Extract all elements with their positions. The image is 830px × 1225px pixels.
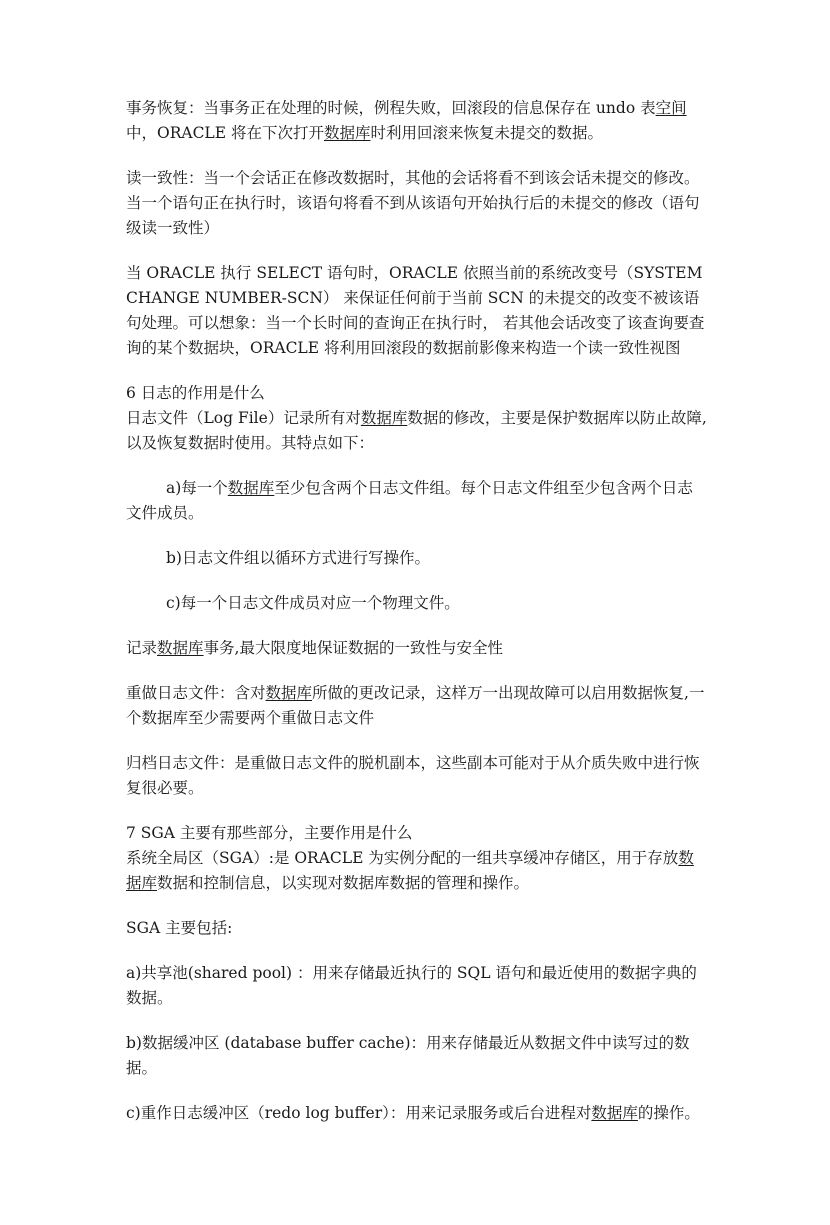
- link-database[interactable]: 数据库: [126, 849, 694, 892]
- list-item-a: a)每一个数据库至少包含两个日志文件组。每个日志文件组至少包含两个日志文件成员。: [126, 479, 693, 522]
- link-database[interactable]: 数据库: [360, 409, 408, 427]
- heading-6: 6 日志的作用是什么: [126, 384, 265, 402]
- paragraph-read-consistency: 读一致性：当一个会话正在修改数据时，其他的会话将看不到该会话未提交的修改。 当一个语句正在执行时，该语句将看不到从该语句开始执行后的未提交的修改（语句级读一致性）: [126, 169, 700, 237]
- document-body: [126, 96, 708, 1146]
- paragraph-transaction-recovery: 事务恢复：当事务正在处理的时候，例程失败，回滚段的信息保存在 undo 表空间中，ORACLE 将在下次打开数据库时利用回滚来恢复未提交的数据。: [126, 99, 687, 142]
- paragraph-sga-includes: SGA 主要包括:: [126, 919, 233, 937]
- link-database[interactable]: 数据库: [157, 639, 204, 657]
- list-item-b: b)日志文件组以循环方式进行写操作。: [166, 549, 430, 567]
- paragraph-redo-buffer: c)重作日志缓冲区（redo log buffer）：用来记录服务或后台进程对数据库的操作。: [126, 1104, 700, 1122]
- paragraph-log-file: 日志文件（Log File）记录所有对数据库数据的修改，主要是保护数据库以防止故障,以及恢复数据时使用。其特点如下：: [126, 409, 707, 452]
- heading-7: 7 SGA 主要有那些部分，主要作用是什么: [126, 824, 413, 842]
- link-database[interactable]: 数据库: [265, 684, 313, 702]
- link-database[interactable]: 数据库: [591, 1104, 638, 1122]
- link-space[interactable]: 空间: [655, 99, 687, 117]
- paragraph-buffer-cache: b)数据缓冲区 (database buffer cache)：用来存储最近从数据文件中读写过的数据。: [126, 1034, 690, 1077]
- paragraph-redo-log: 重做日志文件：含对数据库所做的更改记录，这样万一出现故障可以启用数据恢复,一个数据库至少需要两个重做日志文件: [126, 684, 705, 727]
- paragraph-shared-pool: a)共享池(shared pool) ：用来存储最近执行的 SQL 语句和最近使用的数据字典的数据。: [126, 964, 697, 1007]
- list-item-c: c)每一个日志文件成员对应一个物理文件。: [166, 594, 460, 612]
- link-database[interactable]: 数据库: [323, 124, 371, 142]
- paragraph-sga: 系统全局区（SGA）:是 ORACLE 为实例分配的一组共享缓冲存储区，用于存放数据库数据和控制信息，以实现对数据库数据的管理和操作。: [126, 849, 694, 892]
- paragraph-archive-log: 归档日志文件：是重做日志文件的脱机副本，这些副本可能对于从介质失败中进行恢复很必要。: [126, 754, 700, 797]
- paragraph-record-transactions: 记录数据库事务,最大限度地保证数据的一致性与安全性: [126, 639, 503, 657]
- paragraph-select-scn: 当 ORACLE 执行 SELECT 语句时，ORACLE 依照当前的系统改变号（SYSTEM CHANGE NUMBER-SCN） 来保证任何前于当前 SCN 的未提交的改变不被该语句处理。可以想象：当一个长时间的查询正在执行时， 若其他会话改变了该查询要查询的某个数据块，ORACLE 将利用回滚段的数据前影像来构造一个读一致性视图: [126, 264, 705, 357]
- link-database[interactable]: 数据库: [227, 479, 275, 497]
